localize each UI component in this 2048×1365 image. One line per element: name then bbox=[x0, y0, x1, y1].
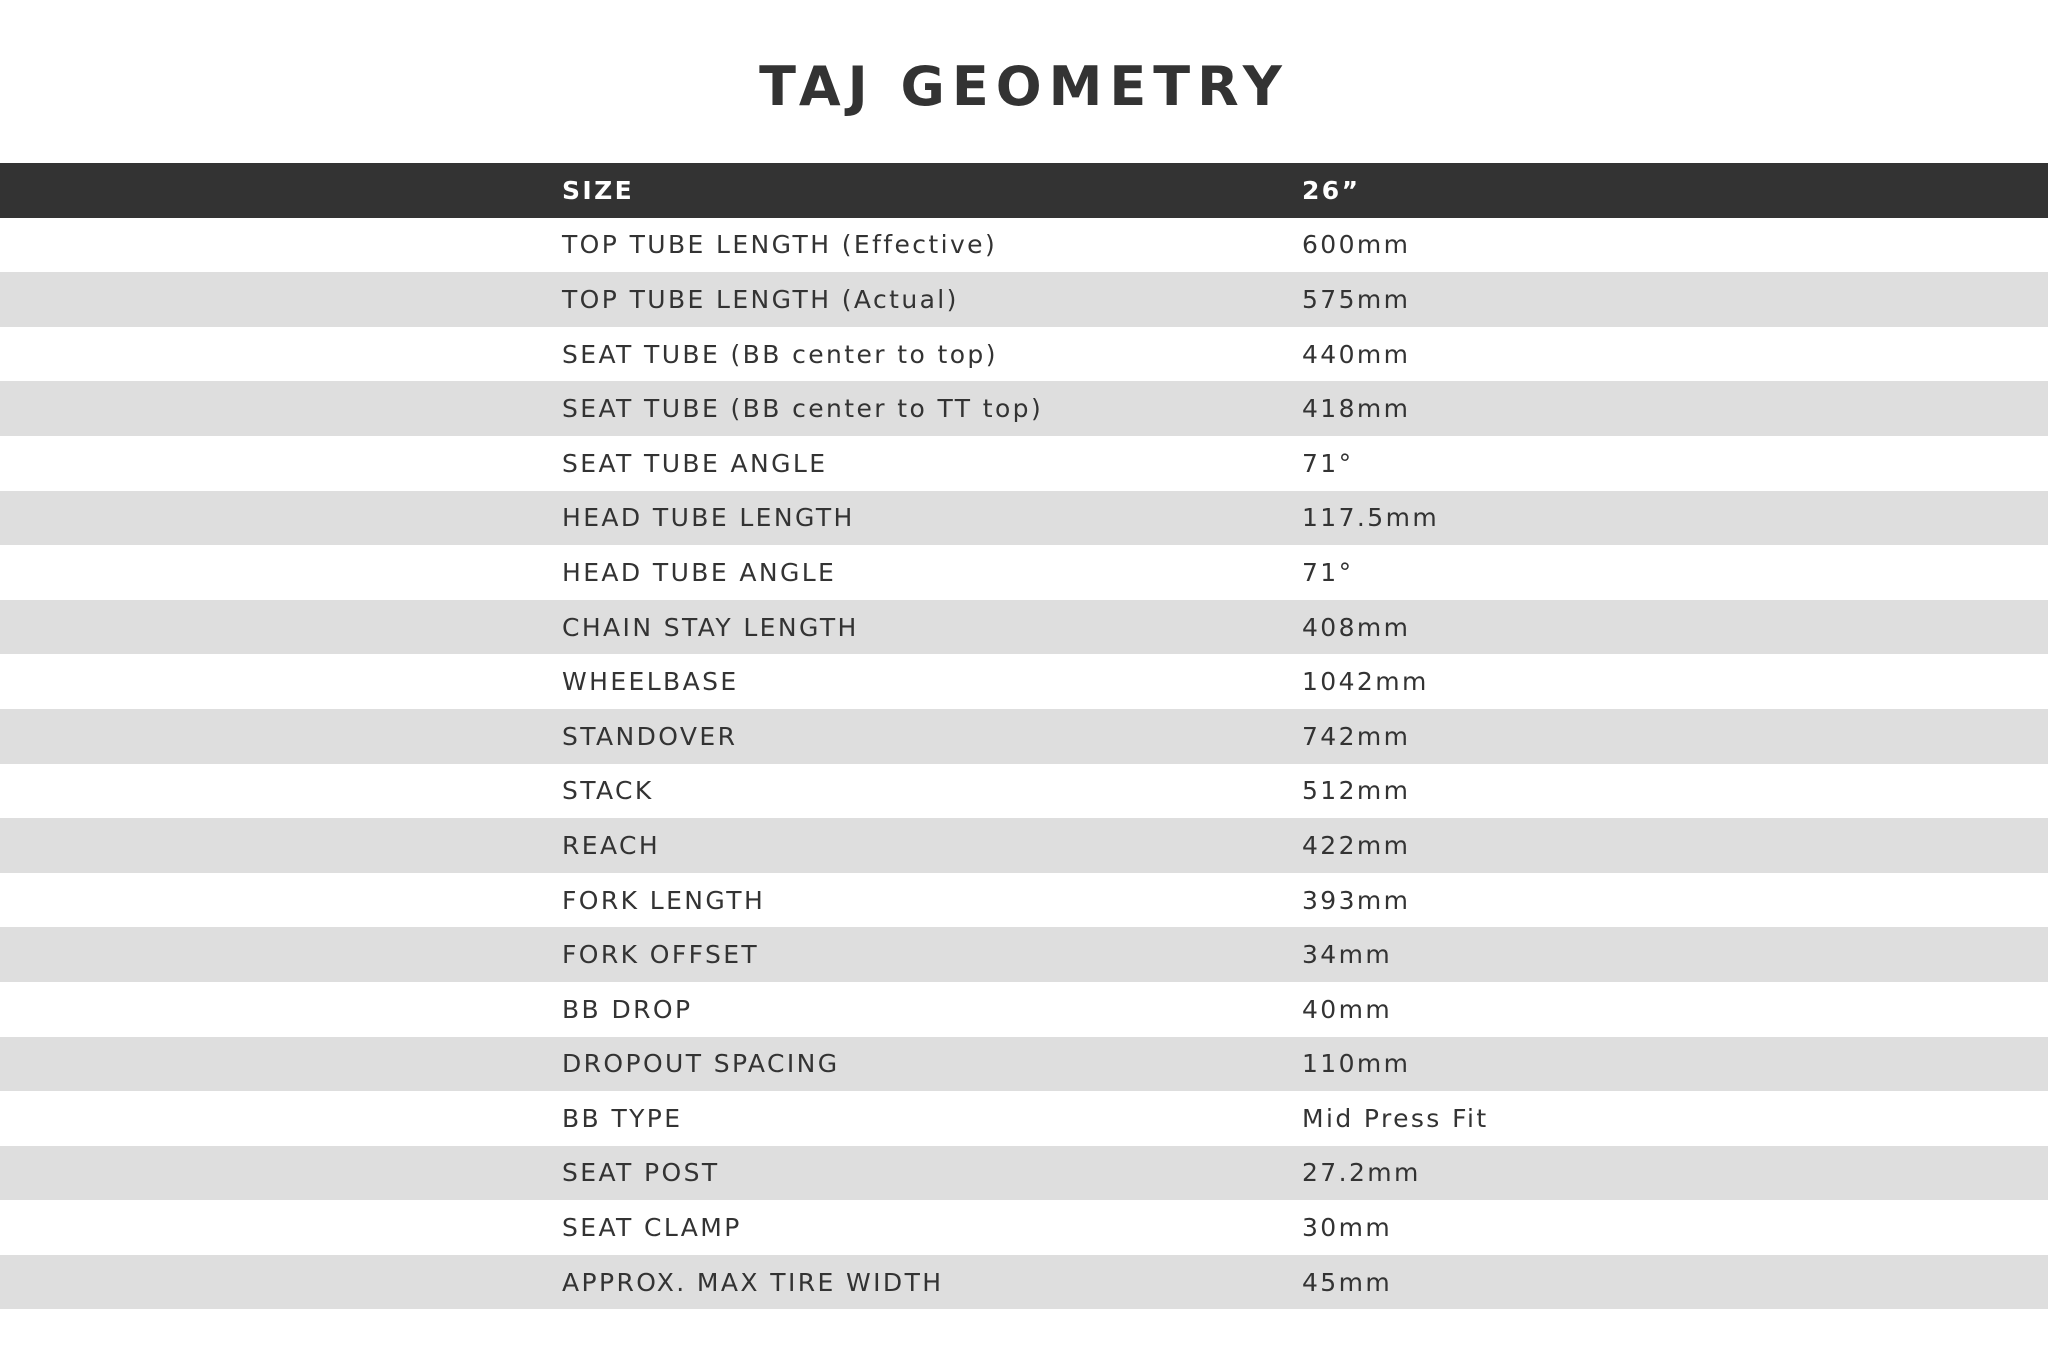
row-label: REACH bbox=[562, 830, 661, 860]
table-row bbox=[0, 545, 2048, 600]
row-value: 71° bbox=[1302, 557, 1354, 587]
row-label: WHEELBASE bbox=[562, 667, 739, 697]
row-value: 40mm bbox=[1302, 994, 1393, 1024]
table-row bbox=[0, 1037, 2048, 1092]
size-value-header: 26” bbox=[1302, 175, 1361, 205]
row-label: STACK bbox=[562, 776, 654, 806]
row-label: FORK OFFSET bbox=[562, 940, 760, 970]
row-value: 30mm bbox=[1302, 1213, 1393, 1243]
row-value: 742mm bbox=[1302, 721, 1411, 751]
row-label: SEAT TUBE (BB center to TT top) bbox=[562, 394, 1044, 424]
page-title: TAJ GEOMETRY bbox=[759, 55, 1289, 118]
row-value: 422mm bbox=[1302, 830, 1411, 860]
row-label: FORK LENGTH bbox=[562, 885, 766, 915]
row-value: 45mm bbox=[1302, 1267, 1393, 1297]
row-value: 393mm bbox=[1302, 885, 1411, 915]
table-row bbox=[0, 873, 2048, 928]
row-label: SEAT TUBE (BB center to top) bbox=[562, 339, 998, 369]
table-row bbox=[0, 1255, 2048, 1310]
row-value: Mid Press Fit bbox=[1302, 1103, 1489, 1133]
geometry-table bbox=[0, 163, 2048, 1309]
table-row bbox=[0, 1091, 2048, 1146]
row-label: HEAD TUBE LENGTH bbox=[562, 503, 855, 533]
table-row bbox=[0, 327, 2048, 382]
row-label: HEAD TUBE ANGLE bbox=[562, 557, 837, 587]
table-row bbox=[0, 436, 2048, 491]
row-value: 575mm bbox=[1302, 284, 1411, 314]
table-header-row bbox=[0, 163, 2048, 218]
table-row bbox=[0, 927, 2048, 982]
table-row bbox=[0, 272, 2048, 327]
table-row bbox=[0, 381, 2048, 436]
row-value: 117.5mm bbox=[1302, 503, 1440, 533]
row-label: APPROX. MAX TIRE WIDTH bbox=[562, 1267, 944, 1297]
table-row bbox=[0, 982, 2048, 1037]
row-label: TOP TUBE LENGTH (Effective) bbox=[562, 230, 998, 260]
table-row bbox=[0, 654, 2048, 709]
table-row bbox=[0, 218, 2048, 273]
row-value: 71° bbox=[1302, 448, 1354, 478]
table-row bbox=[0, 764, 2048, 819]
row-label: SEAT CLAMP bbox=[562, 1213, 742, 1243]
table-row bbox=[0, 818, 2048, 873]
row-value: 1042mm bbox=[1302, 667, 1429, 697]
row-label: SEAT POST bbox=[562, 1158, 720, 1188]
table-row bbox=[0, 491, 2048, 546]
row-label: DROPOUT SPACING bbox=[562, 1049, 840, 1079]
row-value: 27.2mm bbox=[1302, 1158, 1421, 1188]
row-label: BB TYPE bbox=[562, 1103, 683, 1133]
row-value: 418mm bbox=[1302, 394, 1411, 424]
table-row bbox=[0, 1146, 2048, 1201]
table-row bbox=[0, 600, 2048, 655]
table-row bbox=[0, 1200, 2048, 1255]
table-row bbox=[0, 709, 2048, 764]
row-label: CHAIN STAY LENGTH bbox=[562, 612, 859, 642]
row-label: TOP TUBE LENGTH (Actual) bbox=[562, 284, 959, 314]
size-column-header: SIZE bbox=[562, 175, 635, 205]
row-label: SEAT TUBE ANGLE bbox=[562, 448, 828, 478]
row-label: BB DROP bbox=[562, 994, 693, 1024]
row-value: 110mm bbox=[1302, 1049, 1411, 1079]
row-value: 512mm bbox=[1302, 776, 1411, 806]
row-value: 34mm bbox=[1302, 940, 1393, 970]
row-label: STANDOVER bbox=[562, 721, 738, 751]
row-value: 408mm bbox=[1302, 612, 1411, 642]
row-value: 600mm bbox=[1302, 230, 1411, 260]
row-value: 440mm bbox=[1302, 339, 1411, 369]
